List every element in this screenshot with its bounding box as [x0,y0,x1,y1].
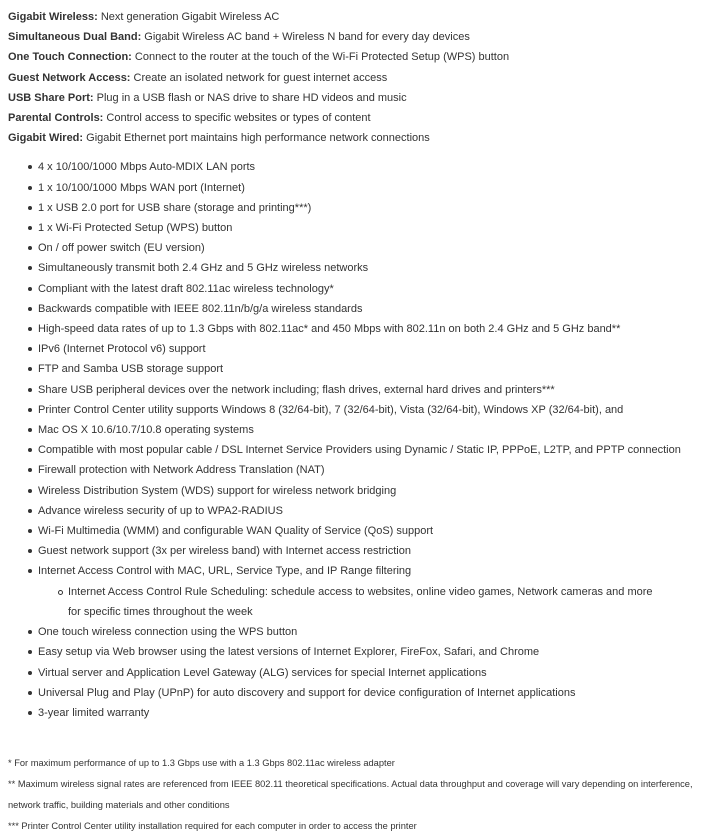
list-item-with-sublist [8,561,713,622]
list-item-text: Internet Access Control with MAC, URL, Service Type, and IP Range filtering [38,565,411,577]
sub-spec-list [38,582,713,622]
list-item: Advance wireless security of up to WPA2-RADIUS [8,501,713,521]
feature-usb-share [8,88,713,108]
feature-guest-network [8,68,713,88]
feature-text: Connect to the router at the touch of the Wi-Fi Protected Setup (WPS) button [132,51,509,63]
feature-label: Simultaneous Dual Band: [8,31,141,43]
list-item: Compliant with the latest draft 802.11ac wireless technology* [8,279,713,299]
list-item: One touch wireless connection using the WPS button [8,622,713,642]
list-item: High-speed data rates of up to 1.3 Gbps with 802.11ac* and 450 Mbps with 802.11n on both 2.4 GHz and 5 GHz band** [8,319,713,339]
list-item: 1 x USB 2.0 port for USB share (storage and printing***) [8,198,713,218]
list-item: Virtual server and Application Level Gateway (ALG) services for special Internet applications [8,663,713,683]
feature-text: Control access to specific websites or types of content [103,112,370,124]
feature-label: One Touch Connection: [8,51,132,63]
feature-one-touch [8,47,713,67]
feature-text: Plug in a USB flash or NAS drive to share HD videos and music [94,92,407,104]
footnote: *** Printer Control Center utility installation required for each computer in order to access the printer [8,816,703,836]
spec-list [8,157,713,723]
list-item: Printer Control Center utility supports Windows 8 (32/64-bit), 7 (32/64-bit), Vista (32/64-bit), Windows XP (32/64-bit), and [8,400,713,420]
list-item: Backwards compatible with IEEE 802.11n/b/g/a wireless standards [8,299,713,319]
list-item: Wireless Distribution System (WDS) support for wireless network bridging [8,481,713,501]
list-item: Compatible with most popular cable / DSL Internet Service Providers using Dynamic / Static IP, PPPoE, L2TP, and PPTP connection [8,440,713,460]
feature-dual-band [8,27,713,47]
feature-text: Gigabit Ethernet port maintains high performance network connections [83,132,430,144]
list-item: Easy setup via Web browser using the latest versions of Internet Explorer, FireFox, Safari, and Chrome [8,642,713,662]
feature-text: Create an isolated network for guest internet access [130,72,387,84]
sub-list-item: Internet Access Control Rule Scheduling: schedule access to websites, online video games, Network cameras and more for specific times throughout the week [38,582,668,622]
list-item: 1 x Wi-Fi Protected Setup (WPS) button [8,218,713,238]
list-item: 4 x 10/100/1000 Mbps Auto-MDIX LAN ports [8,157,713,177]
footnotes [8,753,713,836]
feature-gigabit-wired [8,128,713,148]
list-item: FTP and Samba USB storage support [8,359,713,379]
feature-label: Gigabit Wireless: [8,11,98,23]
list-item: Simultaneously transmit both 2.4 GHz and 5 GHz wireless networks [8,258,713,278]
list-item: Guest network support (3x per wireless band) with Internet access restriction [8,541,713,561]
feature-text: Next generation Gigabit Wireless AC [98,11,280,23]
list-item: IPv6 (Internet Protocol v6) support [8,339,713,359]
feature-label: Gigabit Wired: [8,132,83,144]
feature-parental-controls [8,108,713,128]
feature-label: USB Share Port: [8,92,94,104]
feature-gigabit-wireless [8,7,713,27]
feature-summary [8,7,713,148]
list-item: On / off power switch (EU version) [8,238,713,258]
list-item: Universal Plug and Play (UPnP) for auto discovery and support for device configuration of Internet applications [8,683,713,703]
feature-text: Gigabit Wireless AC band + Wireless N band for every day devices [141,31,470,43]
list-item: Wi-Fi Multimedia (WMM) and configurable WAN Quality of Service (QoS) support [8,521,713,541]
footnote: ** Maximum wireless signal rates are referenced from IEEE 802.11 theoretical specifications. Actual data throughput and coverage will vary depending on interference, network traffic, building materials and other conditions [8,774,703,816]
feature-label: Parental Controls: [8,112,103,124]
list-item: Firewall protection with Network Address Translation (NAT) [8,460,713,480]
feature-label: Guest Network Access: [8,72,130,84]
list-item: Share USB peripheral devices over the network including; flash drives, external hard drives and printers*** [8,380,713,400]
footnote: * For maximum performance of up to 1.3 Gbps use with a 1.3 Gbps 802.11ac wireless adapter [8,753,703,774]
list-item: 3-year limited warranty [8,703,713,723]
list-item: Mac OS X 10.6/10.7/10.8 operating systems [8,420,713,440]
list-item: 1 x 10/100/1000 Mbps WAN port (Internet) [8,178,713,198]
